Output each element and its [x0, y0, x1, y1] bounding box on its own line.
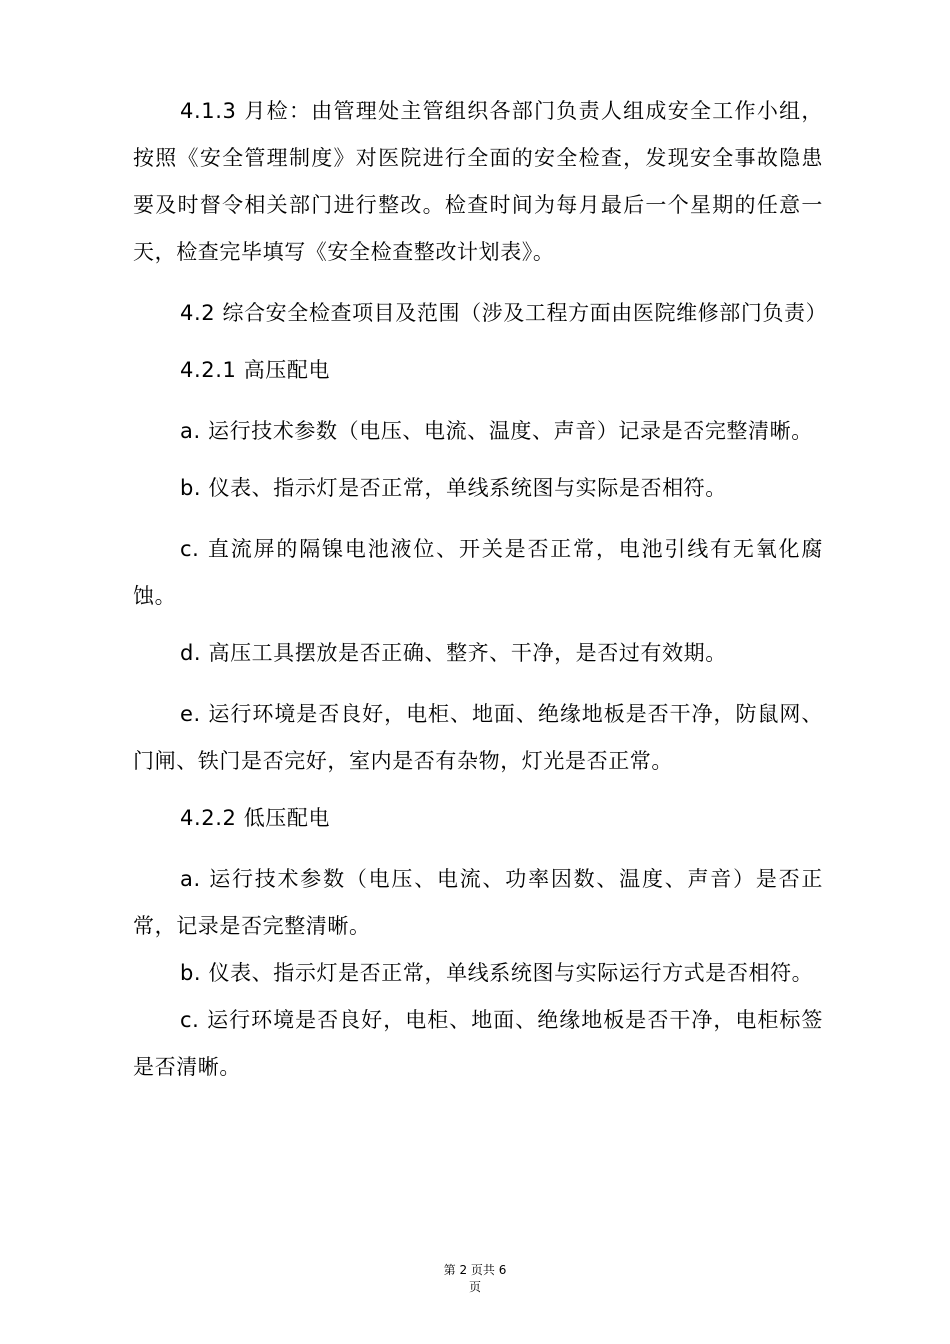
page-number-line1: 第 2 页共 6 [443, 1263, 507, 1277]
heading-high-voltage: 4.2.1 高压配电 [180, 358, 331, 382]
list-item-lv-a: a. 运行技术参数（电压、电流、功率因数、温度、声音）是否正常，记录是否完整清晰。 [133, 867, 823, 938]
document-body [133, 88, 828, 1091]
list-item-hv-d: d. 高压工具摆放是否正确、整齐、干净，是否过有效期。 [180, 641, 727, 665]
paragraph-monthly-inspection: 4.1.3 月检：由管理处主管组织各部门负责人组成安全工作小组，按照《安全管理制度》对医院进行全面的安全检查，发现安全事故隐患要及时督令相关部门进行整改。检查时间为每月最后一个星期的任意一天，检查完毕填写《安全检查整改计划表》。 [133, 99, 823, 264]
list-item-hv-c: c. 直流屏的隔镍电池液位、开关是否正常，电池引线有无氧化腐蚀。 [133, 537, 823, 608]
list-item-hv-a: a. 运行技术参数（电压、电流、温度、声音）记录是否完整清晰。 [180, 419, 813, 443]
paragraph-inspection-scope: 4.2 综合安全检查项目及范围（涉及工程方面由医院维修部门负责） [180, 301, 828, 325]
list-item-lv-b: b. 仪表、指示灯是否正常，单线系统图与实际运行方式是否相符。 [180, 961, 814, 985]
list-item-lv-c: c. 运行环境是否良好，电柜、地面、绝缘地板是否干净，电柜标签是否清晰。 [133, 1008, 823, 1079]
list-item-hv-b: b. 仪表、指示灯是否正常，单线系统图与实际是否相符。 [180, 476, 727, 500]
page-footer [0, 1262, 950, 1296]
page-number-line2: 页 [468, 1280, 481, 1294]
heading-low-voltage: 4.2.2 低压配电 [180, 806, 331, 830]
list-item-hv-e: e. 运行环境是否良好，电柜、地面、绝缘地板是否干净，防鼠网、门闸、铁门是否完好，室内是否有杂物，灯光是否正常。 [133, 702, 823, 773]
